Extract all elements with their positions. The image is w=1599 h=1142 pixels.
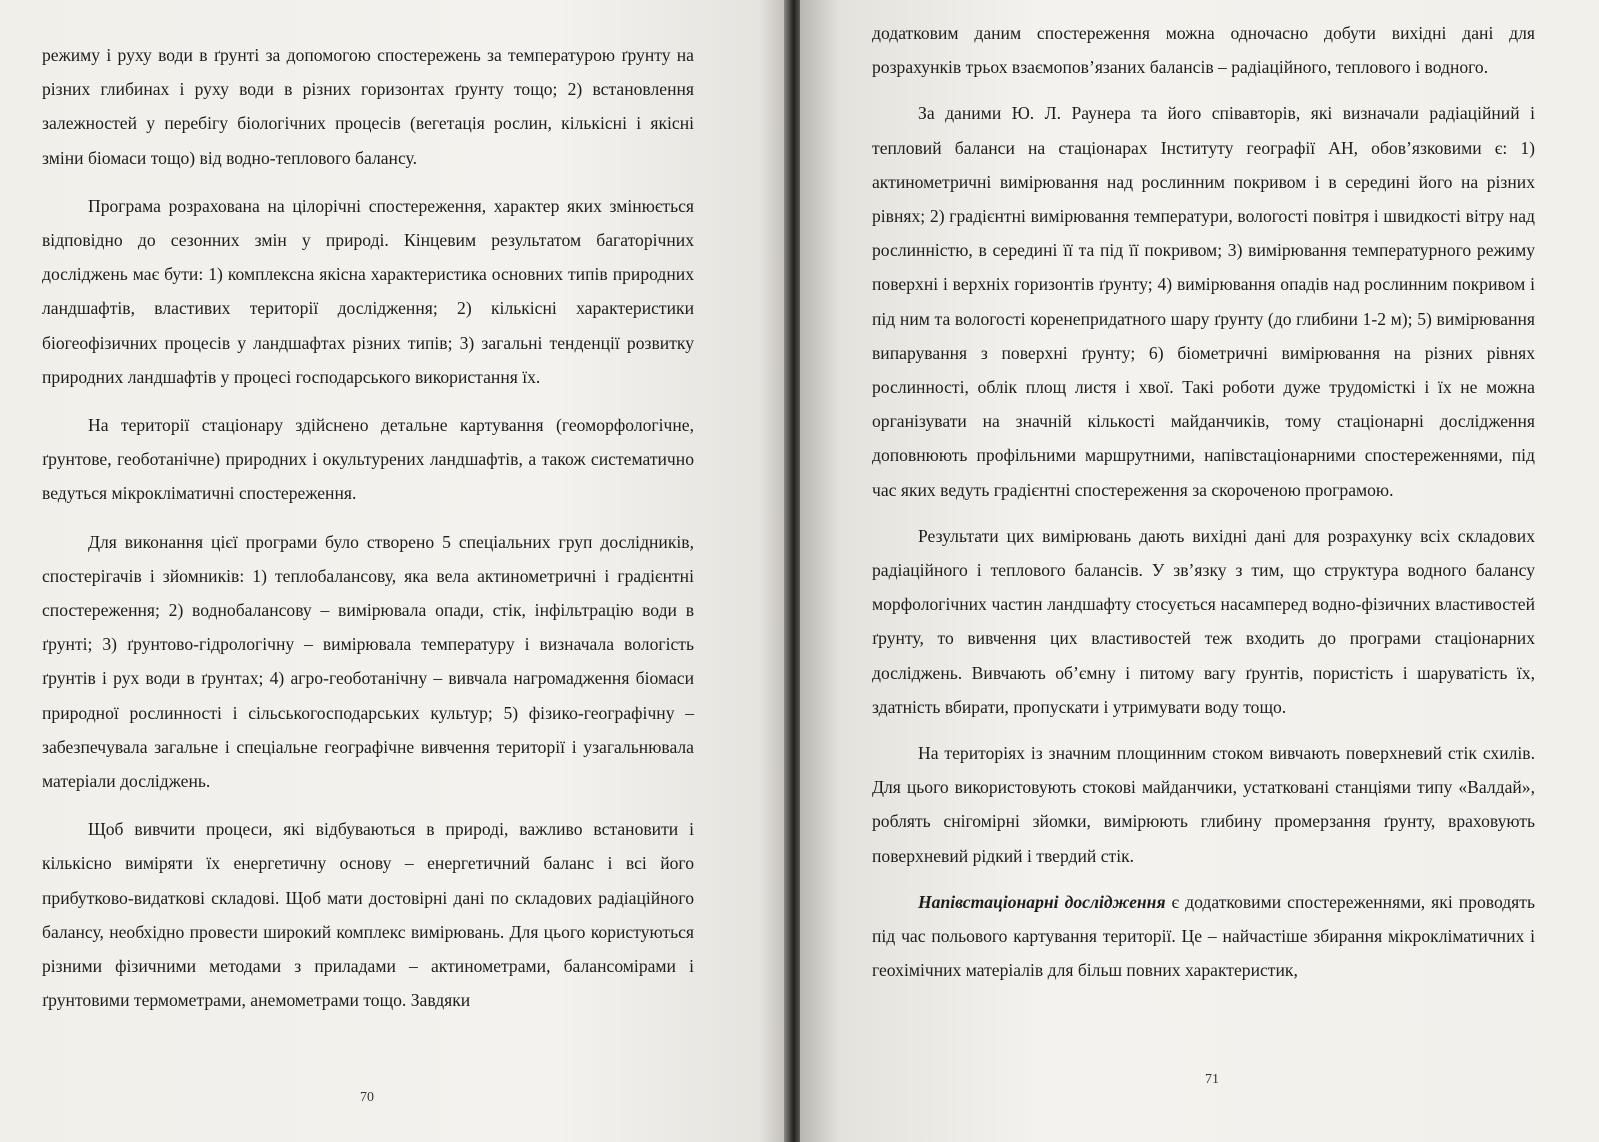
right-paragraph-5 [872,885,1535,988]
right-paragraph-5-text: є додатковими спостереженнями, які проводять під час польового картування території. Це – найчастіше збирання мікрокліматичних і геохімічних матеріалів для більш повних характеристик, [872,891,1535,981]
right-paragraph-2: За даними Ю. Л. Раунера та його співавторів, які визначали радіаційний і тепловий баланси на стаціонарах Інституту географії АН, обов’язковими є: 1) актинометричні вимірювання над рослинним покривом і в середині його на різних рівнях; 2) градієнтні вимірювання температури, вологості повітря і швидкості вітру над рослинністю, в середині її та під її покривом; 3) вимірювання температурного режиму поверхні і верхніх горизонтів ґрунту; 4) вимірювання опадів над рослинним покривом і під ним та вологості коренепридатного шару ґрунту (до глибини 1-2 м); 5) вимірювання випарування з поверхні ґрунту; 6) біометричні вимірювання на різних рівнях рослинності, облік площ листя і хвої. Такі роботи дуже трудомісткі і їх не можна організувати на значній кількості майданчиків, тому стаціонарні дослідження доповнюють профільними маршрутними, напівстаціонарними спостереженнями, під час яких ведуть градієнтні спостереження за скороченою програмою. [872,103,1535,500]
left-page [0,0,790,1142]
right-page [800,0,1599,1142]
left-paragraph-1: режиму і руху води в ґрунті за допомогою спостережень за температурою ґрунту на різних глибинах і руху води в різних горизонтах ґрунту тощо; 2) встановлення залежностей у перебігу біологічних процесів (вегетація рослин, кількісні і якісні зміни біомаси тощо) від водно-теплового балансу. [42,45,694,168]
left-paragraph-5: Щоб вивчити процеси, які відбуваються в природі, важливо встановити і кількісно виміряти їх енергетичну основу – енергетичний баланс і всі його прибутково-видаткові складові. Щоб мати достовірні дані по складових радіаційного балансу, необхідно провести широкий комплекс вимірювань. Для цього користуються різними фізичними методами з приладами – актинометрами, балансомірами і ґрунтовими термометрами, анемометрами тощо. Завдяки [42,819,694,1011]
left-paragraph-4: Для виконання цієї програми було створено 5 спеціальних груп дослідників, спостерігачів і зйомників: 1) теплобалансову, яка вела актинометричні і градієнтні спостереження; 2) воднобалансову – вимірювала опади, стік, інфільтрацію води в ґрунті; 3) ґрунтово-гідрологічну – вимірювала температуру і визначала вологість ґрунтів і рух води в ґрунтах; 4) агро-геоботанічну – вивчала нагромадження біомаси природної рослинності і сільськогосподарських культур; 5) фізико-географічну – забезпечувала загальне і спеціальне географічне вивчення території і узагальнювала матеріали досліджень. [42,531,694,792]
left-paragraph-2: Програма розрахована на цілорічні спостереження, характер яких змінюється відповідно до сезонних змін у природі. Кінцевим результатом багаторічних досліджень має бути: 1) комплексна якісна характеристика основних типів природних ландшафтів, властивих території дослідження; 2) кількісні характеристики біогеофізичних процесів у ландшафтах різних типів; 3) загальні тенденції розвитку природних ландшафтів у процесі господарського використання їх. [42,195,694,387]
semi-stationary-term: Напівстаціонарні дослідження [918,891,1166,912]
page-number-right: 71 [1205,1072,1219,1087]
right-paragraph-4: На територіях із значним площинним стоком вивчають поверхневий стік схилів. Для цього використовують стокові майданчики, устатковані станціями типу «Валдай», роблять снігомірні зйомки, вимірюють глибину промерзання ґрунту, враховують поверхневий рідкий і твердий стік. [872,743,1535,866]
right-paragraph-3: Результати цих вимірювань дають вихідні дані для розрахунку всіх складових радіаційного і теплового балансів. У зв’язку з тим, що структура водного балансу морфологічних частин ландшафту стосується насамперед водно-фізичних властивостей ґрунту, то вивчення цих властивостей теж входить до програми стаціонарних досліджень. Вивчають об’ємну і питому вагу ґрунтів, пористість і шаруватість їх, здатність вбирати, пропускати і утримувати воду тощо. [872,525,1535,717]
page-number-left: 70 [360,1090,374,1105]
right-paragraph-1: додатковим даним спостереження можна одночасно добути вихідні дані для розрахунків трьох взаємопов’язаних балансів – радіаційного, теплового і водного. [872,23,1535,78]
left-paragraph-3: На території стаціонару здійснено детальне картування (геоморфологічне, ґрунтове, геоботанічне) природних і окультурених ландшафтів, а також систематично ведуться мікрокліматичні спостереження. [42,415,694,504]
